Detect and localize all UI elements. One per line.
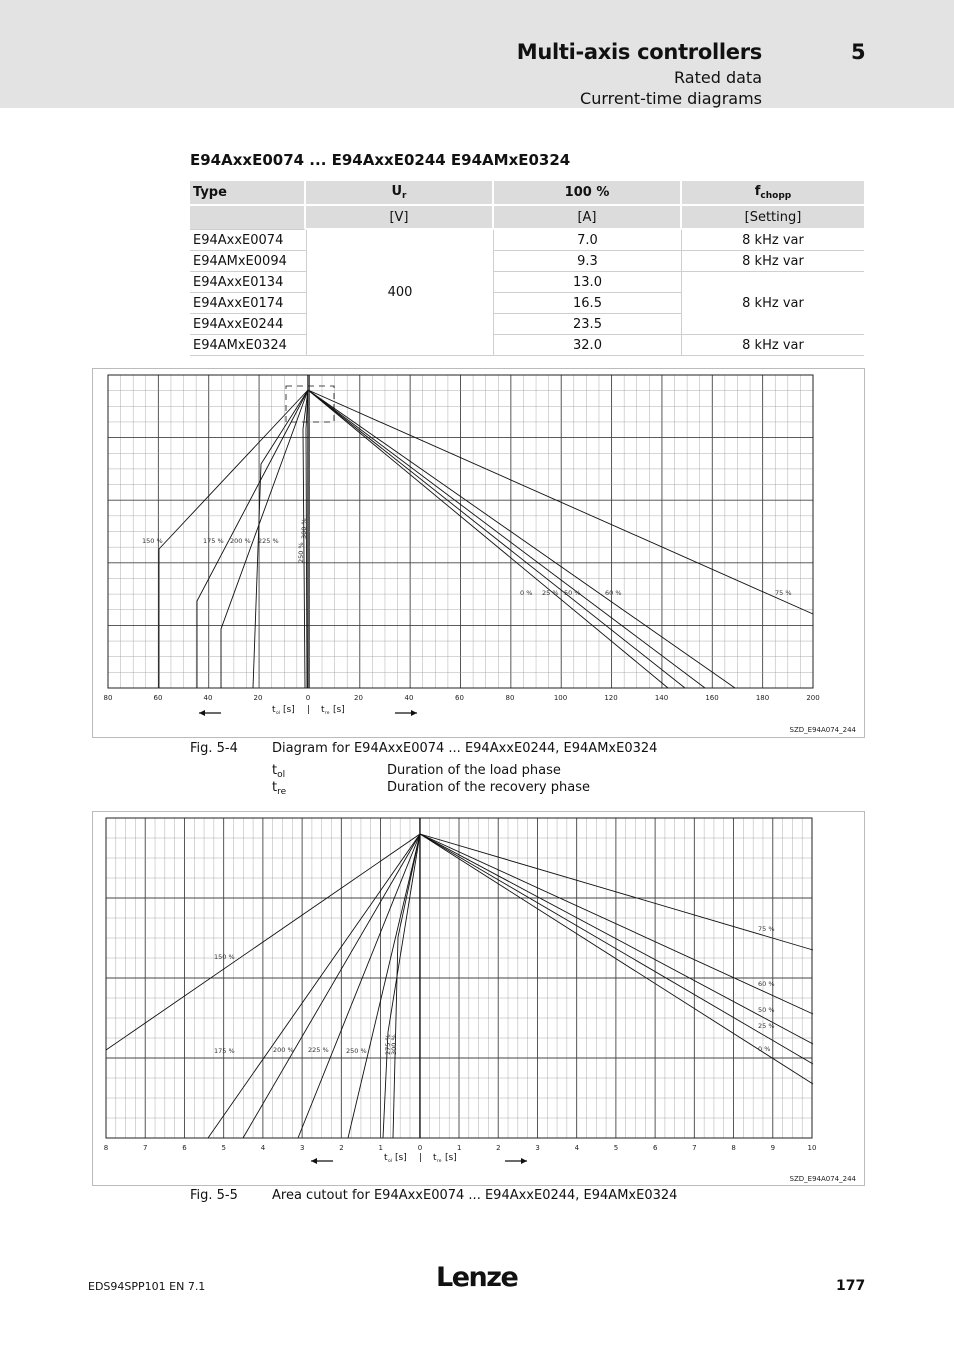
axis-unit-right: [s] — [445, 1153, 457, 1163]
axis-label-tol-sub: ol — [388, 1159, 393, 1164]
x-tick-label-right: 6 — [652, 1144, 658, 1152]
figure2-caption-text: Area cutout for E94AxxE0074 ... E94AxxE0244, E94AMxE0324 — [272, 1188, 678, 1203]
x-tick-label-left: 3 — [300, 1144, 305, 1152]
table-header-type: Type — [190, 181, 306, 206]
x-tick-label-right: 20 — [354, 694, 363, 702]
load-curve-label: 150 % — [214, 953, 235, 961]
figure-code: SZD_E94A074_244 — [789, 726, 856, 734]
axis-label-tre-sub: re — [437, 1159, 442, 1164]
axis-label-tol: t — [272, 705, 276, 715]
cell-current: 7.0 — [494, 230, 682, 251]
section-title: E94AxxE0074 ... E94AxxE0244 E94AMxE0324 — [190, 151, 571, 169]
arrow-left-icon — [199, 710, 205, 716]
load-curve-label: 225 % — [308, 1046, 329, 1054]
x-tick-label-left: 80 — [103, 694, 113, 702]
x-tick-label-right: 140 — [654, 694, 669, 702]
table-header-ur — [306, 181, 494, 206]
recovery-curve — [308, 390, 668, 688]
axis-label-tre-sub: re — [325, 711, 330, 716]
cell-current: 23.5 — [494, 314, 682, 335]
x-tick-label-right: 180 — [755, 694, 770, 702]
cell-fchopp: 8 kHz var — [682, 251, 864, 272]
x-tick-label-left: 0 — [305, 694, 311, 702]
load-curve-label: 300 % — [390, 1034, 398, 1055]
cell-current: 13.0 — [494, 272, 682, 293]
cell-type: E94AMxE0094 — [190, 251, 306, 272]
ur-symbol: U — [391, 184, 403, 199]
load-curve-label: 200 % — [273, 1046, 294, 1054]
figure1-caption-number: Fig. 5-4 — [190, 741, 238, 756]
unit-ur: [V] — [306, 206, 494, 230]
x-tick-label-left: 20 — [253, 694, 263, 702]
legend-desc-tol: Duration of the load phase — [387, 763, 561, 778]
table-row — [190, 335, 864, 356]
axis-unit-left: [s] — [395, 1153, 407, 1163]
recovery-curve — [308, 390, 813, 614]
x-tick-label-left: 6 — [182, 1144, 187, 1152]
table-header-fchopp — [682, 181, 864, 206]
unit-fchopp: [Setting] — [682, 206, 864, 230]
legend-desc-tre: Duration of the recovery phase — [387, 780, 590, 795]
x-tick-label-right: 4 — [574, 1144, 580, 1152]
cell-type: E94AxxE0174 — [190, 293, 306, 314]
axis-unit-right: [s] — [333, 705, 345, 715]
load-curve-label: 150 % — [142, 537, 163, 545]
legend-symbol-tre — [272, 780, 286, 797]
cell-fchopp: 8 kHz var — [682, 230, 864, 251]
x-tick-label-right: 2 — [496, 1144, 501, 1152]
page-number: 177 — [836, 1278, 866, 1294]
x-tick-label-right: 40 — [404, 694, 414, 702]
recovery-curve-label: 0 % — [758, 1045, 771, 1053]
recovery-curve-label: 50 % — [758, 1006, 775, 1014]
legend-symbol-tol — [272, 763, 285, 780]
x-tick-label-right: 7 — [692, 1144, 697, 1152]
rated-data-table — [190, 181, 864, 356]
figure1-chart — [93, 369, 864, 737]
x-tick-label-left: 2 — [339, 1144, 344, 1152]
unit-100: [A] — [494, 206, 682, 230]
table-row — [190, 251, 864, 272]
cell-current: 32.0 — [494, 335, 682, 356]
load-curve-label: 275 % — [384, 1034, 392, 1055]
table-row — [190, 230, 864, 251]
x-tick-label-left: 60 — [153, 694, 163, 702]
x-tick-label-right: 3 — [535, 1144, 540, 1152]
cell-type: E94AxxE0134 — [190, 272, 306, 293]
ur-sub: r — [402, 191, 407, 201]
cell-fchopp: 8 kHz var — [682, 272, 864, 335]
legend-sub: re — [277, 787, 287, 797]
x-tick-label-left: 8 — [103, 1144, 109, 1152]
chapter-number: 5 — [851, 40, 866, 64]
cell-type: E94AxxE0074 — [190, 230, 306, 251]
x-tick-label-right: 60 — [455, 694, 464, 702]
recovery-curve-label: 50 % — [564, 589, 581, 597]
recovery-curve — [420, 834, 813, 1044]
figure-code: SZD_E94A074_244 — [789, 1175, 856, 1183]
figure2-chart — [93, 812, 864, 1185]
cell-fchopp: 8 kHz var — [682, 335, 864, 356]
arrow-right-icon — [411, 710, 417, 716]
x-tick-label-right: 9 — [770, 1144, 776, 1152]
cell-type: E94AMxE0324 — [190, 335, 306, 356]
recovery-curve — [308, 390, 735, 688]
arrow-right-icon — [521, 1158, 527, 1164]
axis-label-tol-sub: ol — [276, 711, 281, 716]
x-tick-label-right: 1 — [456, 1144, 462, 1152]
axis-separator: | — [307, 705, 311, 715]
cell-current: 16.5 — [494, 293, 682, 314]
load-curve-label: 225 % — [258, 537, 279, 545]
x-tick-label-right: 5 — [613, 1144, 619, 1152]
load-curve — [393, 834, 420, 1138]
x-tick-label-left: 0 — [417, 1144, 423, 1152]
legend-sym: t — [272, 763, 278, 778]
recovery-curve-label: 75 % — [775, 589, 792, 597]
recovery-curve-label: 0 % — [520, 589, 533, 597]
f-sub: chopp — [760, 191, 792, 201]
cell-current: 9.3 — [494, 251, 682, 272]
axis-separator: | — [419, 1153, 423, 1163]
load-curve-label: 175 % — [203, 537, 224, 545]
lenze-logo: Lenze — [436, 1262, 518, 1293]
table-row — [190, 272, 864, 293]
x-tick-label-right: 10 — [807, 1144, 817, 1152]
x-tick-label-left: 5 — [221, 1144, 226, 1152]
x-tick-label-left: 4 — [260, 1144, 266, 1152]
recovery-curve — [420, 834, 813, 1084]
load-curve-label: 250 % — [346, 1047, 367, 1055]
x-tick-label-right: 80 — [505, 694, 515, 702]
document-id: EDS94SPP101 EN 7.1 — [88, 1280, 206, 1293]
table-header-100: 100 % — [494, 181, 682, 206]
page-header — [0, 0, 954, 108]
load-curve-label: 300 % — [300, 518, 308, 539]
header-subtitle-2: Current-time diagrams — [580, 89, 762, 108]
recovery-curve — [420, 834, 813, 1014]
x-tick-label-right: 160 — [705, 694, 719, 702]
axis-label-tre: t — [433, 1153, 437, 1163]
figure1-caption-text: Diagram for E94AxxE0074 ... E94AxxE0244, E94AMxE0324 — [272, 741, 658, 756]
recovery-curve-label: 25 % — [542, 589, 559, 597]
recovery-curve — [420, 834, 813, 950]
x-tick-label-left: 40 — [203, 694, 213, 702]
header-title: Multi-axis controllers — [516, 40, 762, 64]
axis-unit-left: [s] — [283, 705, 295, 715]
figure1-box — [92, 368, 865, 738]
x-tick-label-right: 200 — [806, 694, 820, 702]
legend-sub: ol — [277, 770, 286, 780]
x-tick-label-left: 7 — [143, 1144, 148, 1152]
cell-voltage: 400 — [306, 230, 494, 356]
table-header-type-blank — [190, 206, 306, 230]
figure2-box — [92, 811, 865, 1186]
recovery-curve-label: 60 % — [605, 589, 622, 597]
arrow-left-icon — [311, 1158, 317, 1164]
recovery-curve-label: 60 % — [758, 980, 775, 988]
axis-label-tre: t — [321, 705, 325, 715]
load-curve — [208, 834, 420, 1138]
axis-label-tol: t — [384, 1153, 388, 1163]
x-tick-label-right: 120 — [604, 694, 618, 702]
header-subtitle-1: Rated data — [674, 68, 762, 87]
x-tick-label-right: 100 — [553, 694, 568, 702]
x-tick-label-right: 8 — [731, 1144, 736, 1152]
recovery-curve — [308, 390, 705, 688]
recovery-curve-label: 75 % — [758, 925, 775, 933]
load-curve-label: 250 % — [297, 542, 305, 563]
cell-type: E94AxxE0244 — [190, 314, 306, 335]
load-curve-label: 175 % — [214, 1047, 235, 1055]
f-symbol: f — [754, 184, 761, 199]
recovery-curve — [308, 390, 685, 688]
recovery-curve-label: 25 % — [758, 1022, 775, 1030]
x-tick-label-left: 1 — [378, 1144, 383, 1152]
recovery-curve — [420, 834, 813, 1064]
load-curve-label: 200 % — [230, 537, 251, 545]
legend-sym: t — [272, 780, 278, 795]
figure2-caption-number: Fig. 5-5 — [190, 1188, 238, 1203]
